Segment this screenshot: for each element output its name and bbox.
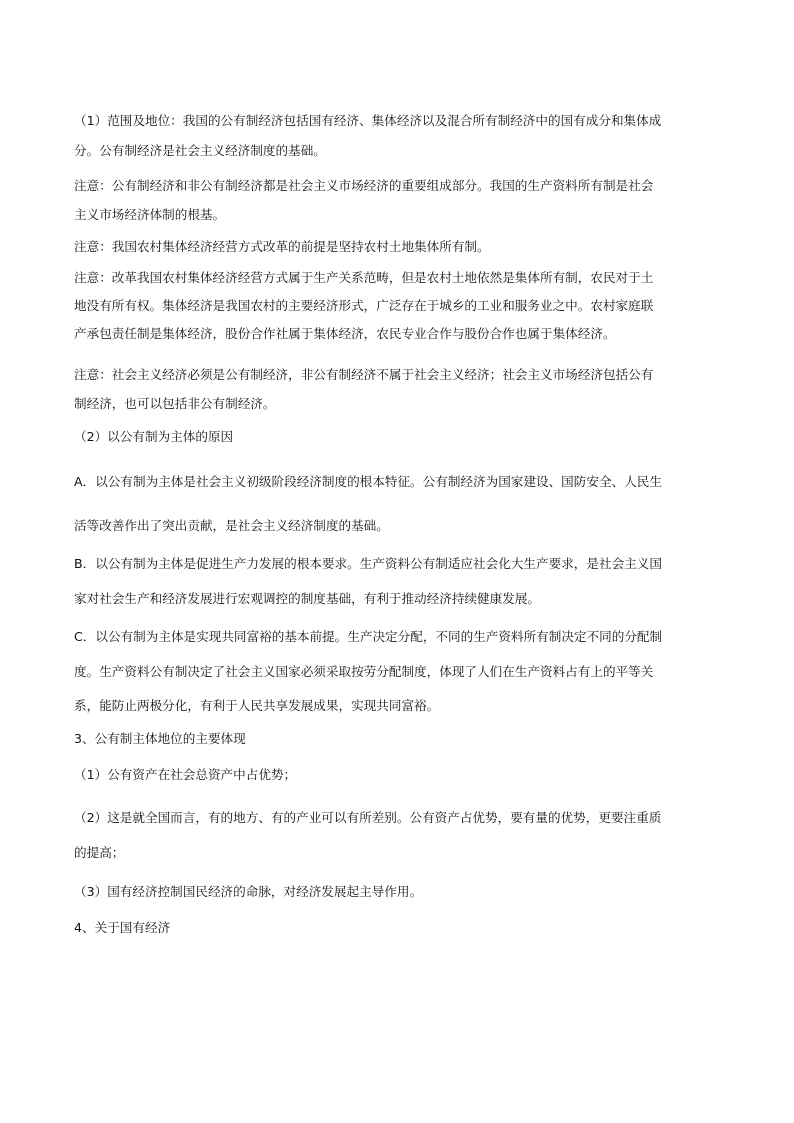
note-paragraph (74, 268, 724, 344)
text-line: 的提高； (74, 845, 125, 860)
section-heading (74, 427, 724, 447)
text-line: 4、关于国有经济 (74, 920, 171, 935)
note-paragraph (74, 176, 724, 225)
text-line: 制经济，也可以包括非公有制经济。 (74, 396, 276, 411)
text-line: （3）国有经济控制国民经济的命脉，对经济发展起主导作用。 (74, 884, 423, 899)
paragraph-scope-and-status (74, 106, 724, 166)
text-line: 家对社会生产和经济发展进行宏观调控的制度基础，有利于推动经济持续健康发展。 (74, 591, 540, 606)
text-line: 度。生产资料公有制决定了社会主义国家必须采取按劳分配制度，体现了人们在生产资料占有上的平等关 (74, 664, 654, 679)
note-paragraph (74, 237, 724, 257)
reason-item-a (74, 472, 724, 536)
text-line: 地没有所有权。集体经济是我国农村的主要经济形式，广泛存在于城乡的工业和服务业之中。农村家庭联 (74, 298, 654, 313)
list-item (74, 765, 724, 785)
text-line: 系，能防止两极分化，有利于人民共享发展成果，实现共同富裕。 (74, 698, 440, 713)
text-line: （2）这是就全国而言，有的地方、有的产业可以有所差别。公有资产占优势，要有量的优势，更要注重质 (74, 810, 662, 825)
text-line: 注意：公有制经济和非公有制经济都是社会主义市场经济的重要组成部分。我国的生产资料所有制是社会 (74, 178, 654, 193)
text-line: 注意：我国农村集体经济经营方式改革的前提是坚持农村土地集体所有制。 (74, 239, 490, 254)
text-line: 3、公有制主体地位的主要体现 (74, 731, 246, 746)
list-item (74, 808, 724, 863)
text-line: 分。公有制经济是社会主义经济制度的基础。 (74, 143, 326, 158)
text-line: 注意：社会主义经济必须是公有制经济，非公有制经济不属于社会主义经济；社会主义市场经济包括公有 (74, 367, 654, 382)
text-line: 注意：改革我国农村集体经济经营方式属于生产关系范畴，但是农村土地依然是集体所有制，农民对于土 (74, 270, 654, 285)
text-line: B．以公有制为主体是促进生产力发展的根本要求。生产资料公有制适应社会化大生产要求，是社会主义国 (74, 556, 662, 571)
note-paragraph (74, 365, 724, 414)
text-line: （1）范围及地位：我国的公有制经济包括国有经济、集体经济以及混合所有制经济中的国有成分和集体成 (74, 113, 662, 128)
reason-item-c (74, 627, 724, 716)
text-line: 活等改善作出了突出贡献，是社会主义经济制度的基础。 (74, 518, 389, 533)
text-line: C．以公有制为主体是实现共同富裕的基本前提。生产决定分配，不同的生产资料所有制决定不同的分配制 (74, 629, 663, 644)
text-line: A．以公有制为主体是社会主义初级阶段经济制度的根本特征。公有制经济为国家建设、国防安全、人民生 (74, 474, 662, 489)
list-item (74, 882, 724, 902)
reason-item-b (74, 554, 724, 609)
text-line: （1）公有资产在社会总资产中占优势； (74, 767, 297, 782)
text-line: 产承包责任制是集体经济，股份合作社属于集体经济，农民专业合作与股份合作也属于集体经济。 (74, 326, 616, 341)
section-heading (74, 918, 724, 938)
text-line: 主义市场经济体制的根基。 (74, 207, 226, 222)
text-line: （2）以公有制为主体的原因 (74, 429, 234, 444)
section-heading (74, 729, 724, 749)
